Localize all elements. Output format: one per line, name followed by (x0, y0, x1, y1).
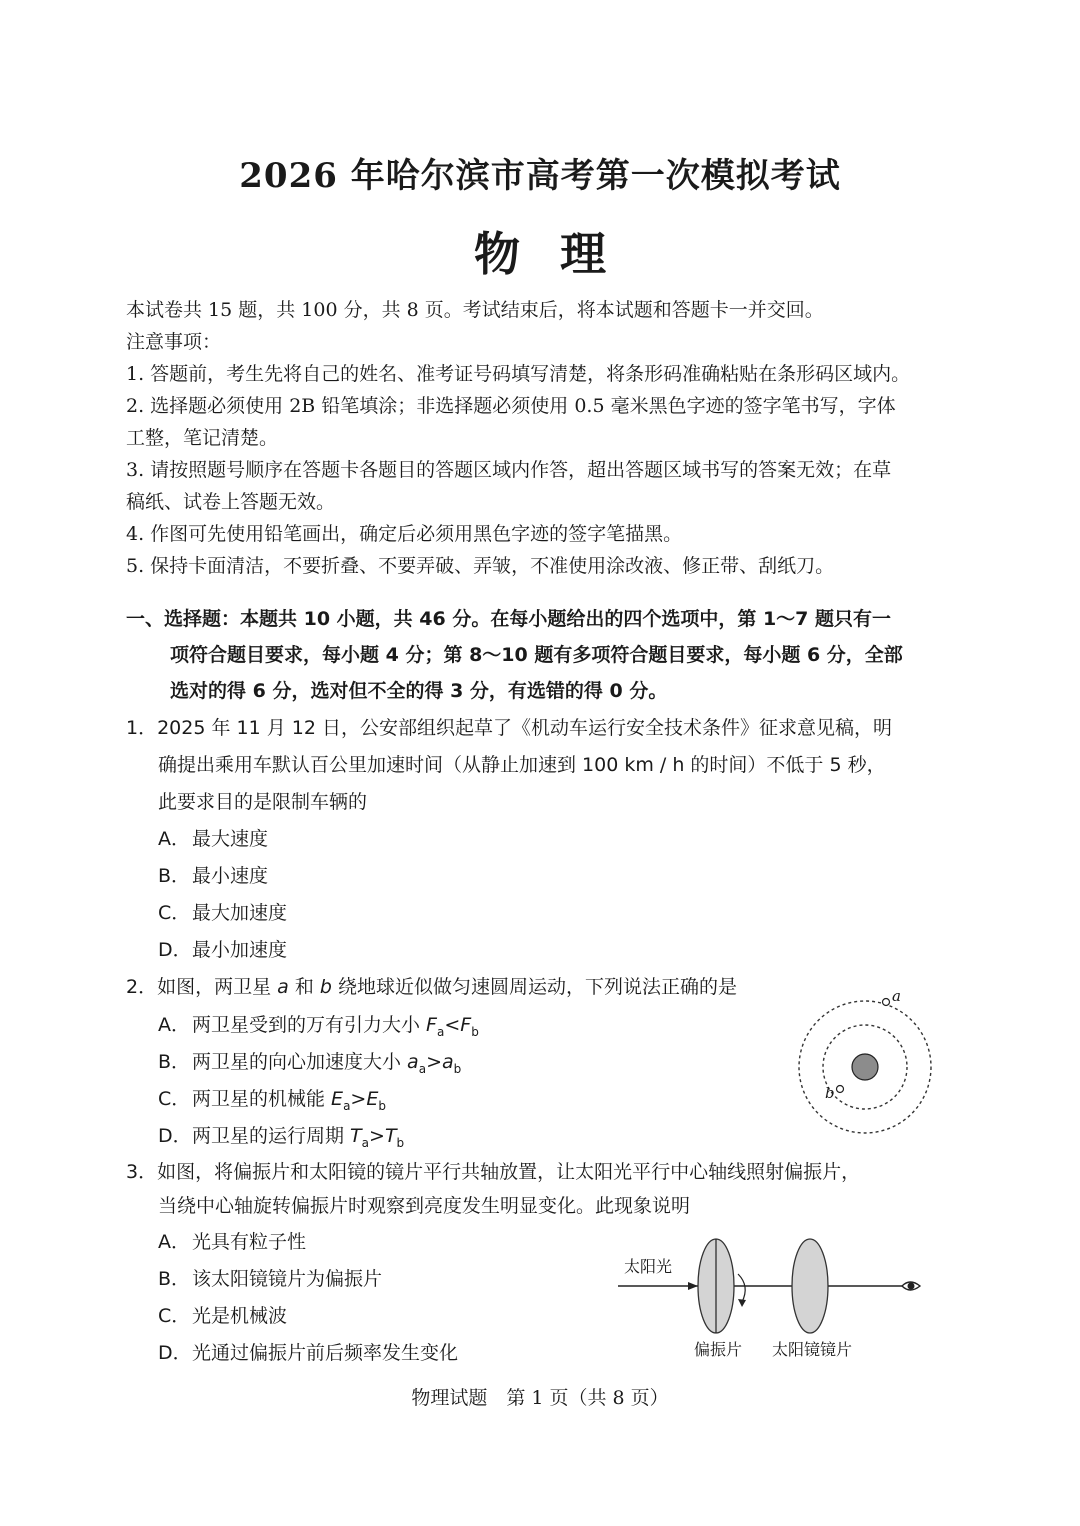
sunglass-lens-icon (792, 1239, 828, 1333)
q2-option-c[interactable]: C．两卫星的机械能 $E_a>E_b$ (158, 1088, 386, 1113)
notice-line-5: 5. 保持卡面清洁，不要折叠、不要弄破、弄皱，不准使用涂改液、修正带、刮纸刀。 (126, 555, 835, 577)
satellite-b-icon (837, 1086, 844, 1093)
q3-option-d[interactable]: D．光通过偏振片前后频率发生变化 (158, 1342, 459, 1364)
q3-option-b[interactable]: B． 该太阳镜镜片为偏振片 (158, 1268, 383, 1290)
satellite-a-label: a (892, 987, 901, 1005)
sunlight-label: 太阳光 (624, 1257, 673, 1276)
q3-stem-line-2: 当绕中心轴旋转偏振片时观察到亮度发生明显变化。此现象说明 (158, 1195, 691, 1217)
section-heading-line-3: 选对的得 6 分，选对但不全的得 3 分，有选错的得 0 分。 (170, 680, 668, 702)
notice-line-3: 3. 请按照题号顺序在答题卡各题目的答题区域内作答，超出答题区域书写的答案无效；在草 (126, 459, 892, 481)
exam-title: 2026 年哈尔滨市高考第一次模拟考试 (239, 156, 841, 196)
rotation-arrowhead-icon (738, 1299, 746, 1307)
q3-option-a[interactable]: A． 光具有粒子性 (158, 1231, 307, 1253)
q3-option-c[interactable]: C．光是机械波 (158, 1305, 288, 1327)
satellite-a-icon (883, 999, 890, 1006)
q2-stem: 2．如图，两卫星 a 和 b 绕地球近似做匀速圆周运动，下列说法正确的是 (126, 976, 737, 998)
earth-icon (852, 1054, 878, 1080)
q1-option-d[interactable]: D．最小加速度 (158, 939, 288, 961)
notice-line-2: 2. 选择题必须使用 2B 铅笔填涂；非选择题必须使用 0.5 毫米黑色字迹的签字笔书写，字体 (126, 395, 896, 417)
notice-heading: 注意事项： (126, 331, 222, 353)
q1-stem-line-3: 此要求目的是限制车辆的 (158, 791, 368, 813)
q1-stem-line-2: 确提出乘用车默认百公里加速时间（从静止加速到 100 km / h 的时间）不低于 5 秒， (158, 754, 886, 776)
page-footer: 物理试题 第 1 页（共 8 页） (411, 1387, 669, 1409)
q3-polarizer-figure (612, 1232, 932, 1367)
q2-option-d[interactable]: D．两卫星的运行周期 $T_a>T_b$ (158, 1125, 405, 1150)
eye-pupil-icon (908, 1283, 915, 1290)
satellite-b-label: b (825, 1084, 835, 1102)
q1-option-c[interactable]: C．最大加速度 (158, 902, 288, 924)
section-heading-line-2: 项符合题目要求，每小题 4 分；第 8～10 题有多项符合题目要求，每小题 6 分，全部 (170, 644, 903, 666)
rotation-arrow-icon (738, 1274, 745, 1302)
notice-line-2-cont: 工整，笔记清楚。 (126, 427, 279, 449)
q3-stem-line-1: 3．如图，将偏振片和太阳镜的镜片平行共轴放置，让太阳光平行中心轴线照射偏振片， (126, 1161, 861, 1183)
polarizer-label: 偏振片 (694, 1340, 743, 1359)
arrow-icon (688, 1282, 698, 1290)
q1-option-b[interactable]: B． 最小速度 (158, 865, 269, 887)
section-heading-line-1: 一、选择题：本题共 10 小题，共 46 分。在每小题给出的四个选项中，第 1～7 题只有一 (126, 608, 892, 630)
q2-option-a[interactable]: A． 两卫星受到的万有引力大小 $F_a<F_b$ (158, 1014, 479, 1039)
q1-option-a[interactable]: A． 最大速度 (158, 828, 269, 850)
subject-title: 物理 (474, 227, 646, 281)
notice-line-4: 4. 作图可先使用铅笔画出，确定后必须用黑色字迹的签字笔描黑。 (126, 523, 683, 545)
exam-intro: 本试卷共 15 题，共 100 分，共 8 页。考试结束后，将本试题和答题卡一并交回。 (126, 299, 824, 321)
q2-option-b[interactable]: B． 两卫星的向心加速度大小 $a_a>a_b$ (158, 1051, 462, 1076)
notice-line-3-cont: 稿纸、试卷上答题无效。 (126, 491, 336, 513)
lens-label: 太阳镜镜片 (772, 1340, 853, 1359)
q1-stem-line-1: 1．2025 年 11 月 12 日，公安部组织起草了《机动车运行安全技术条件》征求意见稿，明 (126, 717, 892, 739)
notice-line-1: 1. 答题前，考生先将自己的姓名、准考证号码填写清楚，将条形码准确粘贴在条形码区域内。 (126, 363, 911, 385)
q2-orbit-figure (790, 985, 940, 1135)
